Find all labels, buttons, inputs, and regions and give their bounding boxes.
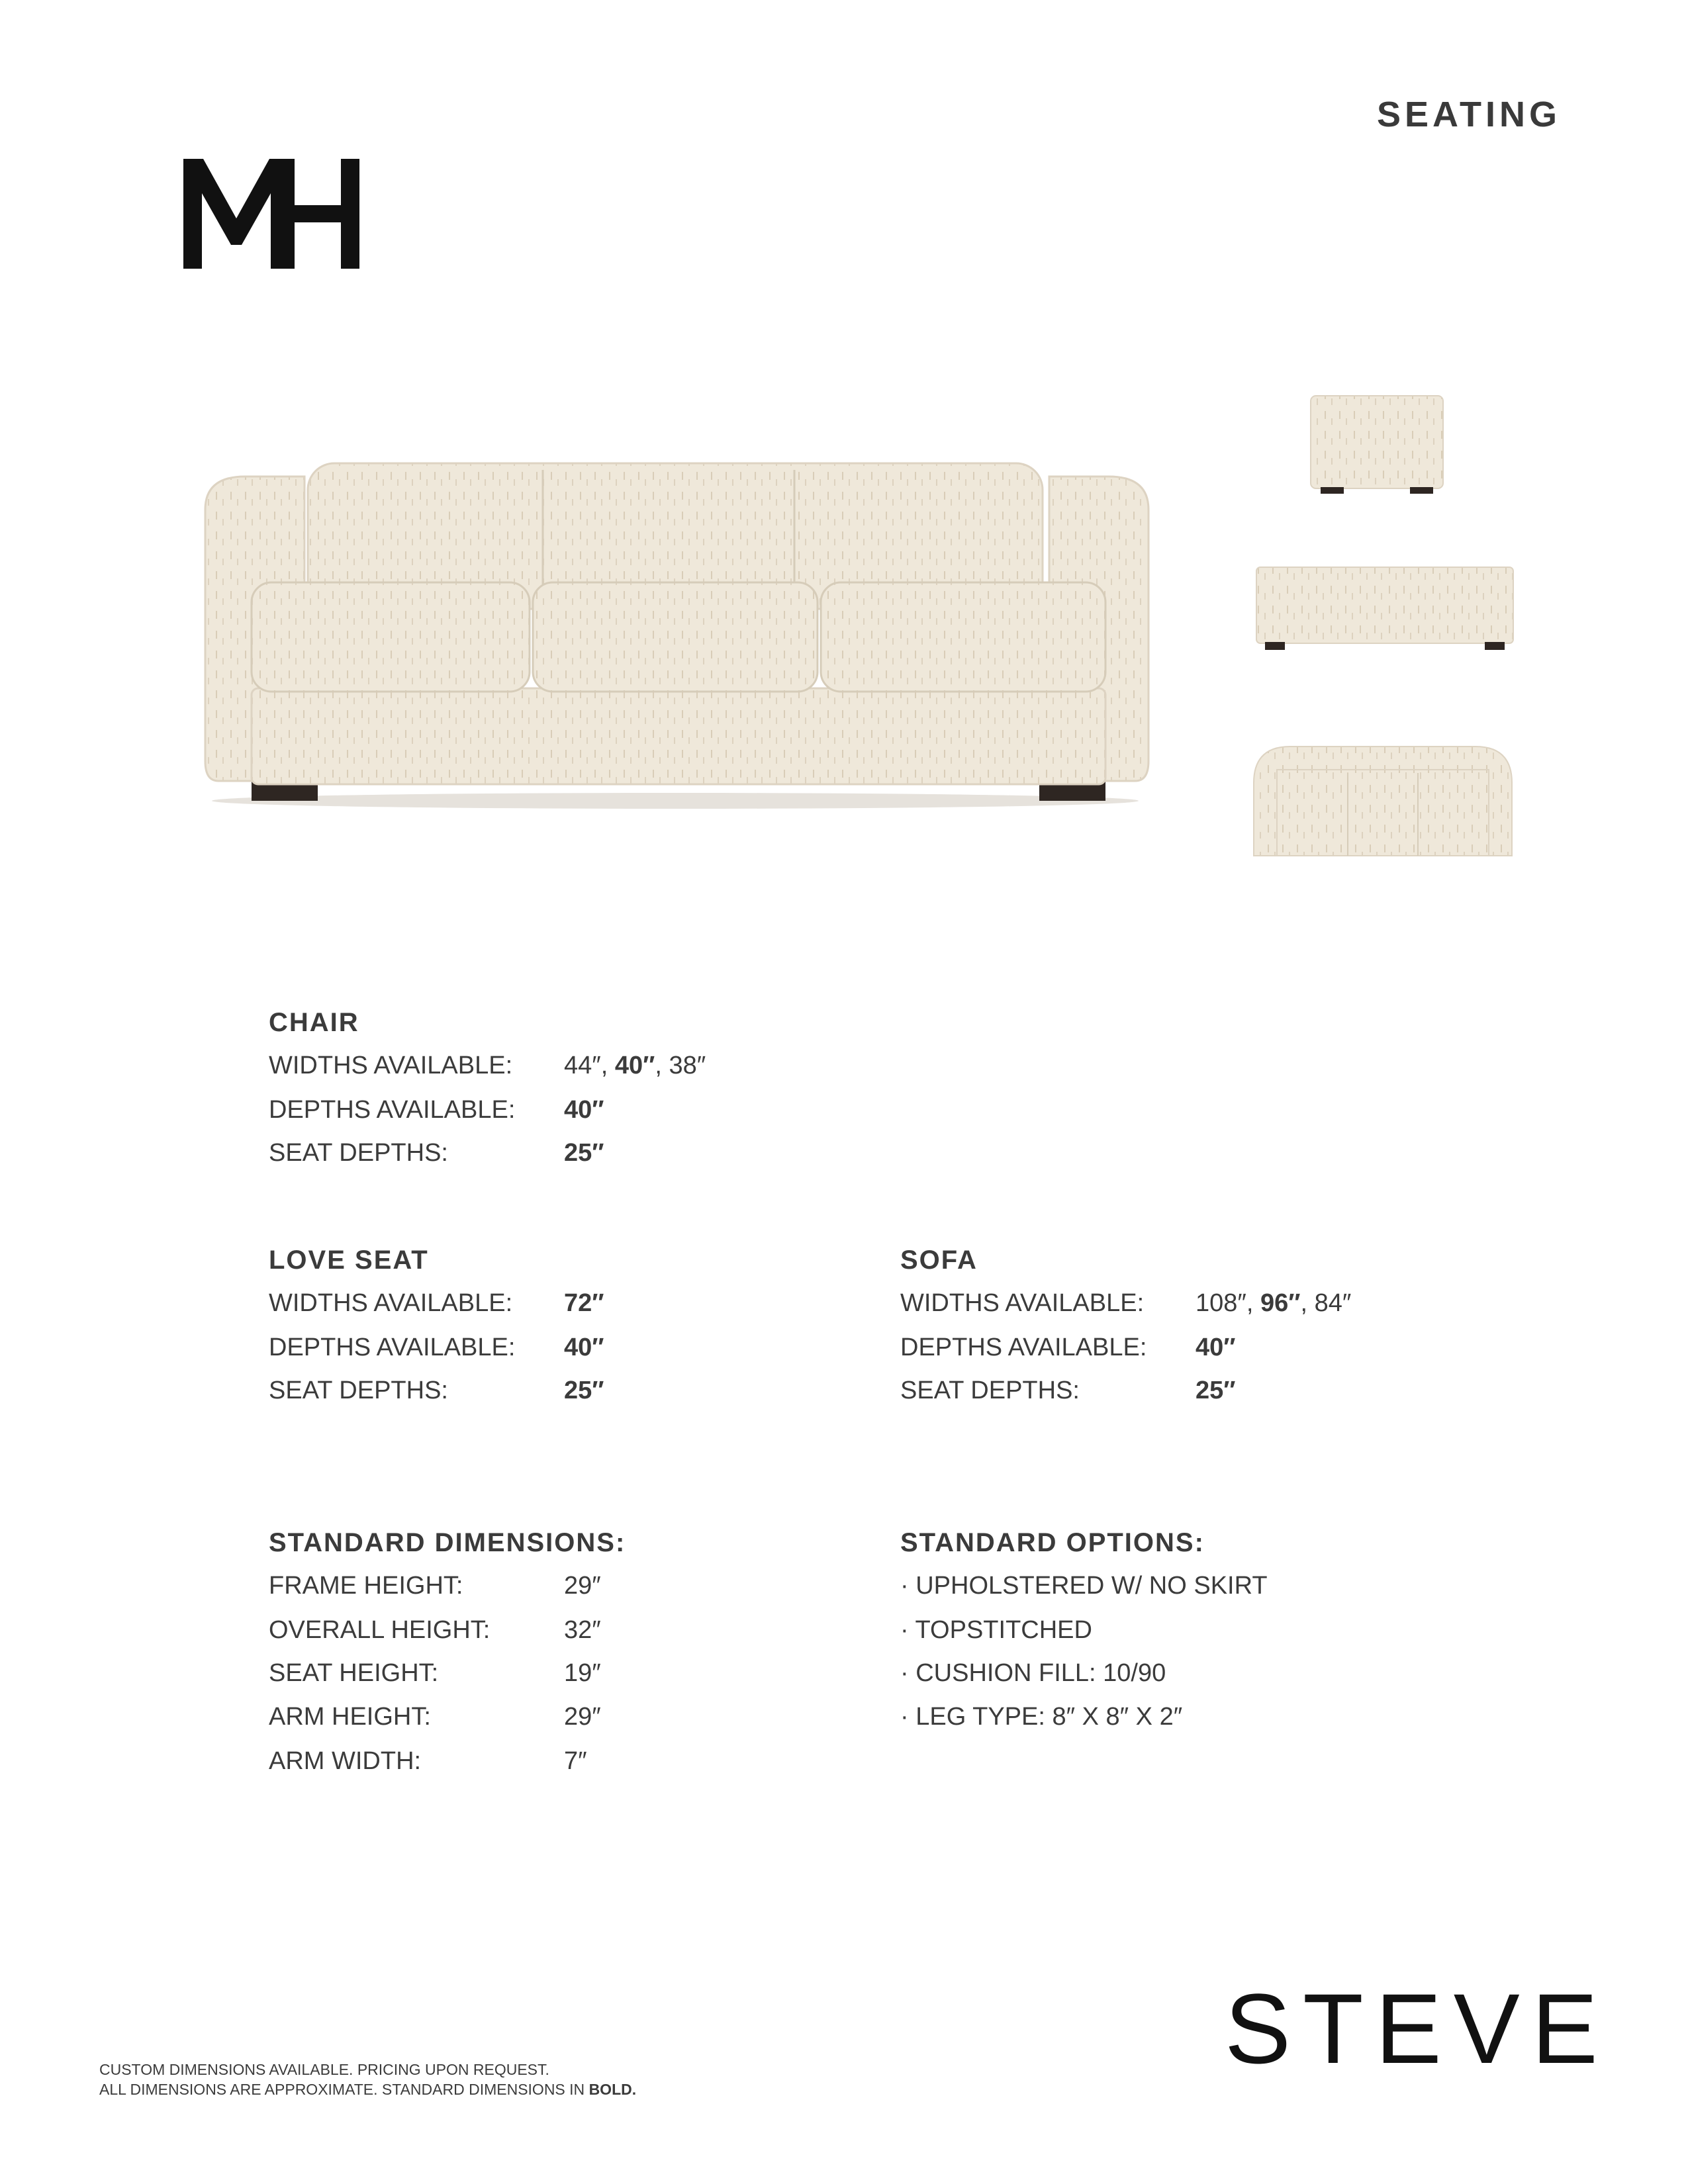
spec-row (900, 1291, 1351, 1316)
spec-value (564, 1335, 604, 1360)
spec-label: DEPTHS AVAILABLE: (900, 1334, 1147, 1361)
spec-row (269, 1573, 601, 1598)
spec-value (564, 1661, 601, 1686)
standard-value: 40″ (564, 1334, 604, 1361)
chair-title: CHAIR (269, 1008, 359, 1037)
spec-value (564, 1378, 604, 1403)
option-item: · UPHOLSTERED W/ NO SKIRT (900, 1572, 1268, 1600)
spec-row (269, 1053, 706, 1078)
spec-value (564, 1749, 587, 1774)
standard-value: 40″ (1196, 1334, 1236, 1361)
sofa-side-thumbnail (1307, 389, 1446, 498)
spec-label: WIDTHS AVAILABLE: (269, 1289, 513, 1317)
option-item: · LEG TYPE: 8″ X 8″ X 2″ (900, 1703, 1183, 1731)
spec-label: SEAT DEPTHS: (900, 1377, 1080, 1404)
standard-value: 40″ (614, 1052, 655, 1079)
spec-row (269, 1291, 604, 1316)
spec-row (269, 1335, 604, 1360)
sofa-back-thumbnail (1255, 564, 1515, 653)
optional-value: 19″ (564, 1659, 601, 1687)
standard-value: 72″ (564, 1289, 604, 1317)
spec-row (269, 1749, 587, 1774)
spec-value (564, 1140, 604, 1165)
spec-row (269, 1617, 601, 1643)
optional-value: , 84″ (1300, 1289, 1352, 1317)
love-seat-section (269, 1246, 604, 1404)
spec-value (1196, 1291, 1351, 1316)
footer-note (99, 2060, 636, 2099)
spec-value (564, 1573, 601, 1598)
sofa-section (900, 1246, 1352, 1404)
spec-row (269, 1140, 604, 1165)
spec-label: WIDTHS AVAILABLE: (900, 1289, 1145, 1317)
standard-value: 25″ (1196, 1377, 1236, 1404)
optional-value: 7″ (564, 1747, 587, 1775)
standard-dimensions-section (269, 1528, 626, 1775)
option-item: · TOPSTITCHED (900, 1616, 1092, 1644)
standard-value: 96″ (1260, 1289, 1301, 1317)
spec-value (564, 1704, 601, 1729)
footer-bold-word: BOLD. (588, 2081, 637, 2098)
optional-value: 29″ (564, 1572, 601, 1600)
spec-label: WIDTHS AVAILABLE: (269, 1052, 513, 1079)
optional-value: 108″, (1196, 1289, 1260, 1317)
love-seat-title: LOVE SEAT (269, 1246, 429, 1275)
optional-value: , 38″ (655, 1052, 706, 1079)
spec-label: SEAT HEIGHT: (269, 1659, 439, 1687)
standard-options-section (900, 1528, 1268, 1731)
standard-value: 25″ (564, 1139, 604, 1167)
spec-row (900, 1335, 1235, 1360)
optional-value: 44″, (564, 1052, 615, 1079)
optional-value: 29″ (564, 1703, 601, 1731)
spec-row (269, 1704, 601, 1729)
chair-section (269, 1008, 706, 1167)
spec-label: FRAME HEIGHT: (269, 1572, 463, 1600)
spec-value (564, 1097, 604, 1122)
standard-value: 40″ (564, 1096, 604, 1124)
spec-value (1196, 1335, 1235, 1360)
optional-value: 32″ (564, 1616, 601, 1644)
footer-line-1: CUSTOM DIMENSIONS AVAILABLE. PRICING UPON REQUEST. (99, 2061, 549, 2078)
mh-logo (183, 159, 359, 269)
category-title: SEATING (1377, 95, 1562, 134)
spec-label: SEAT DEPTHS: (269, 1377, 448, 1404)
sofa-main-image (199, 450, 1155, 811)
spec-label: DEPTHS AVAILABLE: (269, 1096, 516, 1124)
option-item: · CUSHION FILL: 10/90 (900, 1659, 1166, 1687)
spec-label: ARM HEIGHT: (269, 1703, 431, 1731)
spec-value (564, 1617, 601, 1643)
footer-line-2: ALL DIMENSIONS ARE APPROXIMATE. STANDARD DIMENSIONS IN (99, 2081, 589, 2098)
standard-dimensions-title: STANDARD DIMENSIONS: (269, 1528, 626, 1557)
spec-row (269, 1378, 604, 1403)
spec-row (269, 1097, 604, 1122)
sofa-top-thumbnail (1250, 743, 1515, 859)
standard-options-title: STANDARD OPTIONS: (900, 1528, 1205, 1557)
standard-value: 25″ (564, 1377, 604, 1404)
spec-row (900, 1378, 1235, 1403)
spec-value (564, 1053, 706, 1078)
spec-value (1196, 1378, 1235, 1403)
spec-label: DEPTHS AVAILABLE: (269, 1334, 516, 1361)
spec-label: SEAT DEPTHS: (269, 1139, 448, 1167)
sofa-title: SOFA (900, 1246, 978, 1275)
spec-value (564, 1291, 604, 1316)
spec-label: OVERALL HEIGHT: (269, 1616, 491, 1644)
spec-label: ARM WIDTH: (269, 1747, 422, 1775)
steve-brand-logo: STEVE (1225, 1973, 1610, 2084)
spec-row (269, 1661, 601, 1686)
